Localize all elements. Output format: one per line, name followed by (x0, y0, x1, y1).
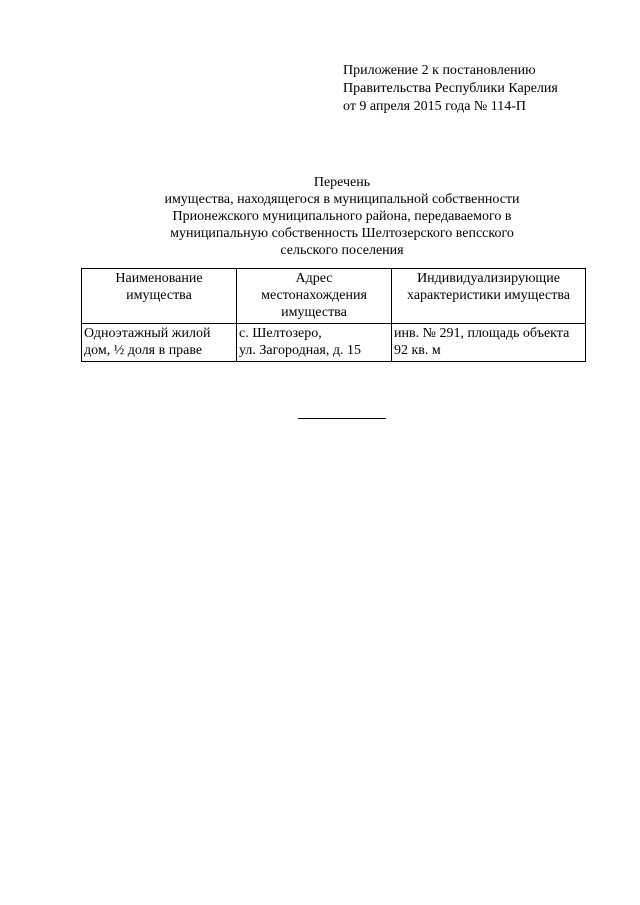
appendix-line: Правительства Республики Карелия (343, 81, 558, 96)
cell-line: дом, ½ доля в праве (84, 343, 203, 358)
property-table (81, 268, 586, 362)
cell-property-name (82, 324, 237, 362)
cell-line: с. Шелтозеро, (239, 326, 322, 341)
end-divider (298, 418, 386, 419)
cell-line: Одноэтажный жилой (84, 326, 211, 341)
cell-line: инв. № 291, площадь объекта (394, 326, 570, 341)
header-characteristics (392, 269, 586, 324)
header-line: имущества (281, 305, 347, 320)
cell-characteristics (392, 324, 586, 362)
appendix-line: Приложение 2 к постановлению (343, 63, 536, 78)
header-line: характеристики имущества (407, 288, 570, 303)
appendix-line: от 9 апреля 2015 года № 114-П (343, 99, 527, 114)
title-line: муниципальную собственность Шелтозерского вепсского (170, 226, 514, 241)
header-line: Адрес (295, 271, 333, 286)
title-heading: Перечень (313, 175, 371, 190)
header-line: имущества (126, 288, 192, 303)
title-line: Прионежского муниципального района, передаваемого в (172, 209, 512, 224)
header-line: местонахождения (261, 288, 367, 303)
header-line: Индивидуализирующие (417, 271, 560, 286)
header-name (82, 269, 237, 324)
document-title (100, 174, 584, 259)
cell-line: ул. Загородная, д. 15 (239, 343, 361, 358)
table-header-row (82, 269, 586, 324)
header-address (237, 269, 392, 324)
header-line: Наименование (115, 271, 203, 286)
cell-address (237, 324, 392, 362)
title-line: сельского поселения (280, 243, 404, 258)
cell-line: 92 кв. м (394, 343, 441, 358)
title-line: имущества, находящегося в муниципальной собственности (164, 192, 520, 207)
table-row (82, 324, 586, 362)
appendix-note (343, 62, 603, 116)
